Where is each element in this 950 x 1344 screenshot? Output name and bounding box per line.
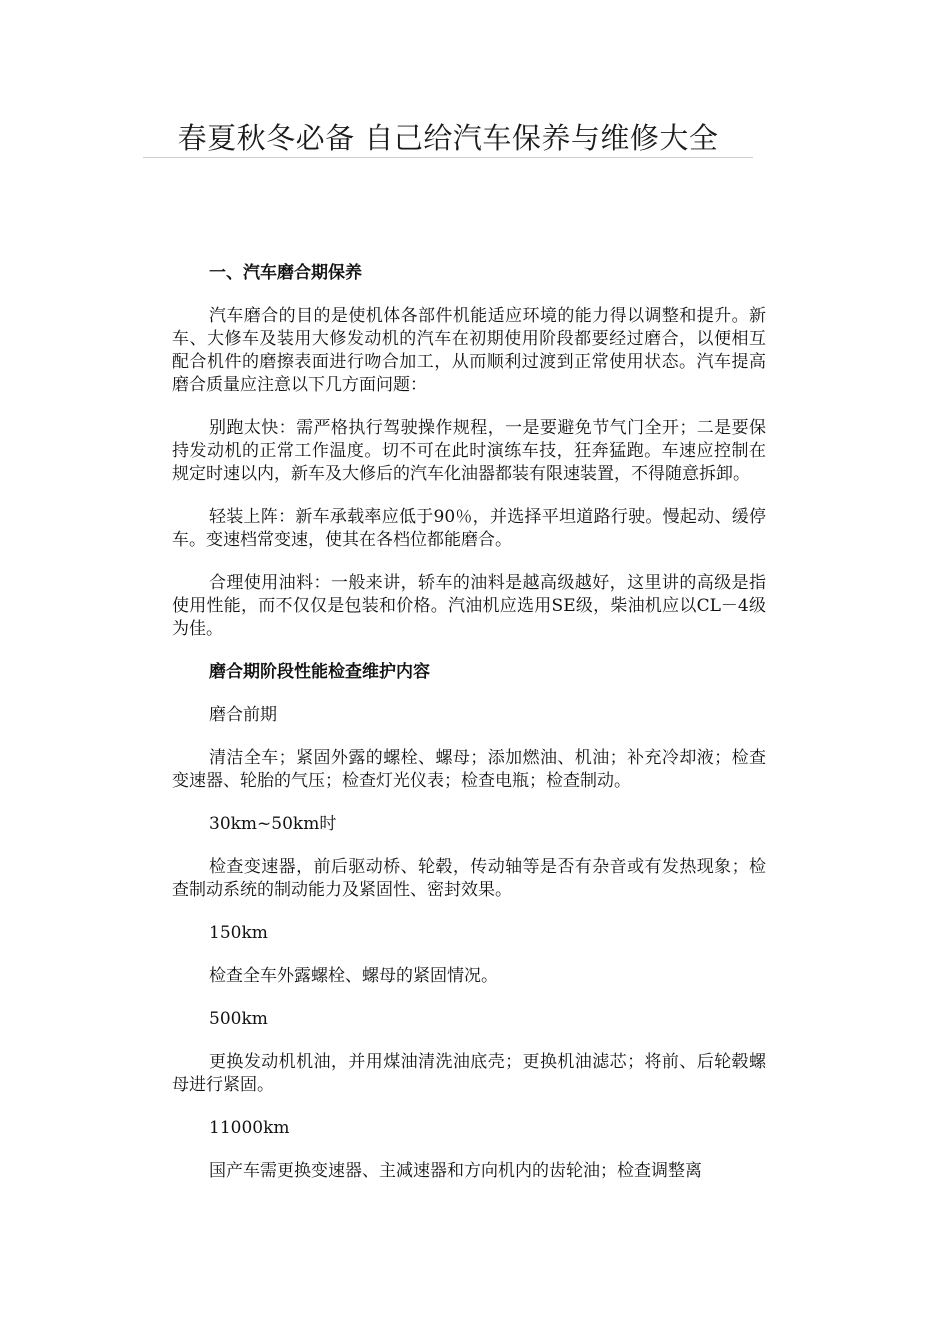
body-paragraph: 国产车需更换变速器、主减速器和方向机内的齿轮油；检查调整离 xyxy=(209,1161,702,1181)
stage-label: 30km~50km时 xyxy=(209,814,337,834)
body-paragraph: 轻装上阵：新车承载率应低于90％，并选择平坦道路行驶。慢起动、缓停车。变速档常变速，使其在各档位都能磨合。 xyxy=(172,507,766,550)
body-paragraph: 汽车磨合的目的是使机体各部件机能适应环境的能力得以调整和提升。新车、大修车及装用大修发动机的汽车在初期使用阶段都要经过磨合，以便相互配合机件的磨擦表面进行吻合加工，从而顺利过渡到正常使用状态。汽车提高磨合质量应注意以下几方面问题： xyxy=(172,306,766,395)
body-paragraph: 别跑太快：需严格执行驾驶操作规程，一是要避免节气门全开；二是要保持发动机的正常工作温度。切不可在此时演练车技，狂奔猛跑。车速应控制在规定时速以内，新车及大修后的汽车化油器都装有限速装置，不得随意拆卸。 xyxy=(172,418,766,484)
stage-label: 500km xyxy=(209,1009,268,1029)
title-divider xyxy=(143,157,753,158)
section-heading: 一、汽车磨合期保养 xyxy=(209,263,362,283)
document-title: 春夏秋冬必备 自己给汽车保养与维修大全 xyxy=(177,121,719,155)
stage-label: 150km xyxy=(209,923,268,943)
body-paragraph: 清洁全车；紧固外露的螺栓、螺母；添加燃油、机油；补充冷却液；检查变速器、轮胎的气压；检查灯光仪表；检查电瓶；检查制动。 xyxy=(172,748,766,791)
document-body xyxy=(172,262,766,1203)
section-heading: 磨合期阶段性能检查维护内容 xyxy=(209,662,430,682)
body-paragraph: 检查变速器，前后驱动桥、轮毂，传动轴等是否有杂音或有发热现象；检查制动系统的制动能力及紧固性、密封效果。 xyxy=(172,857,766,900)
body-paragraph: 更换发动机机油，并用煤油清洗油底壳；更换机油滤芯；将前、后轮毂螺母进行紧固。 xyxy=(172,1052,766,1095)
stage-label: 11000km xyxy=(209,1118,290,1138)
stage-label: 磨合前期 xyxy=(209,705,277,725)
body-paragraph: 检查全车外露螺栓、螺母的紧固情况。 xyxy=(209,966,498,986)
body-paragraph: 合理使用油料：一般来讲，轿车的油料是越高级越好，这里讲的高级是指使用性能，而不仅仅是包装和价格。汽油机应选用SE级，柴油机应以CL－4级为佳。 xyxy=(172,573,766,639)
